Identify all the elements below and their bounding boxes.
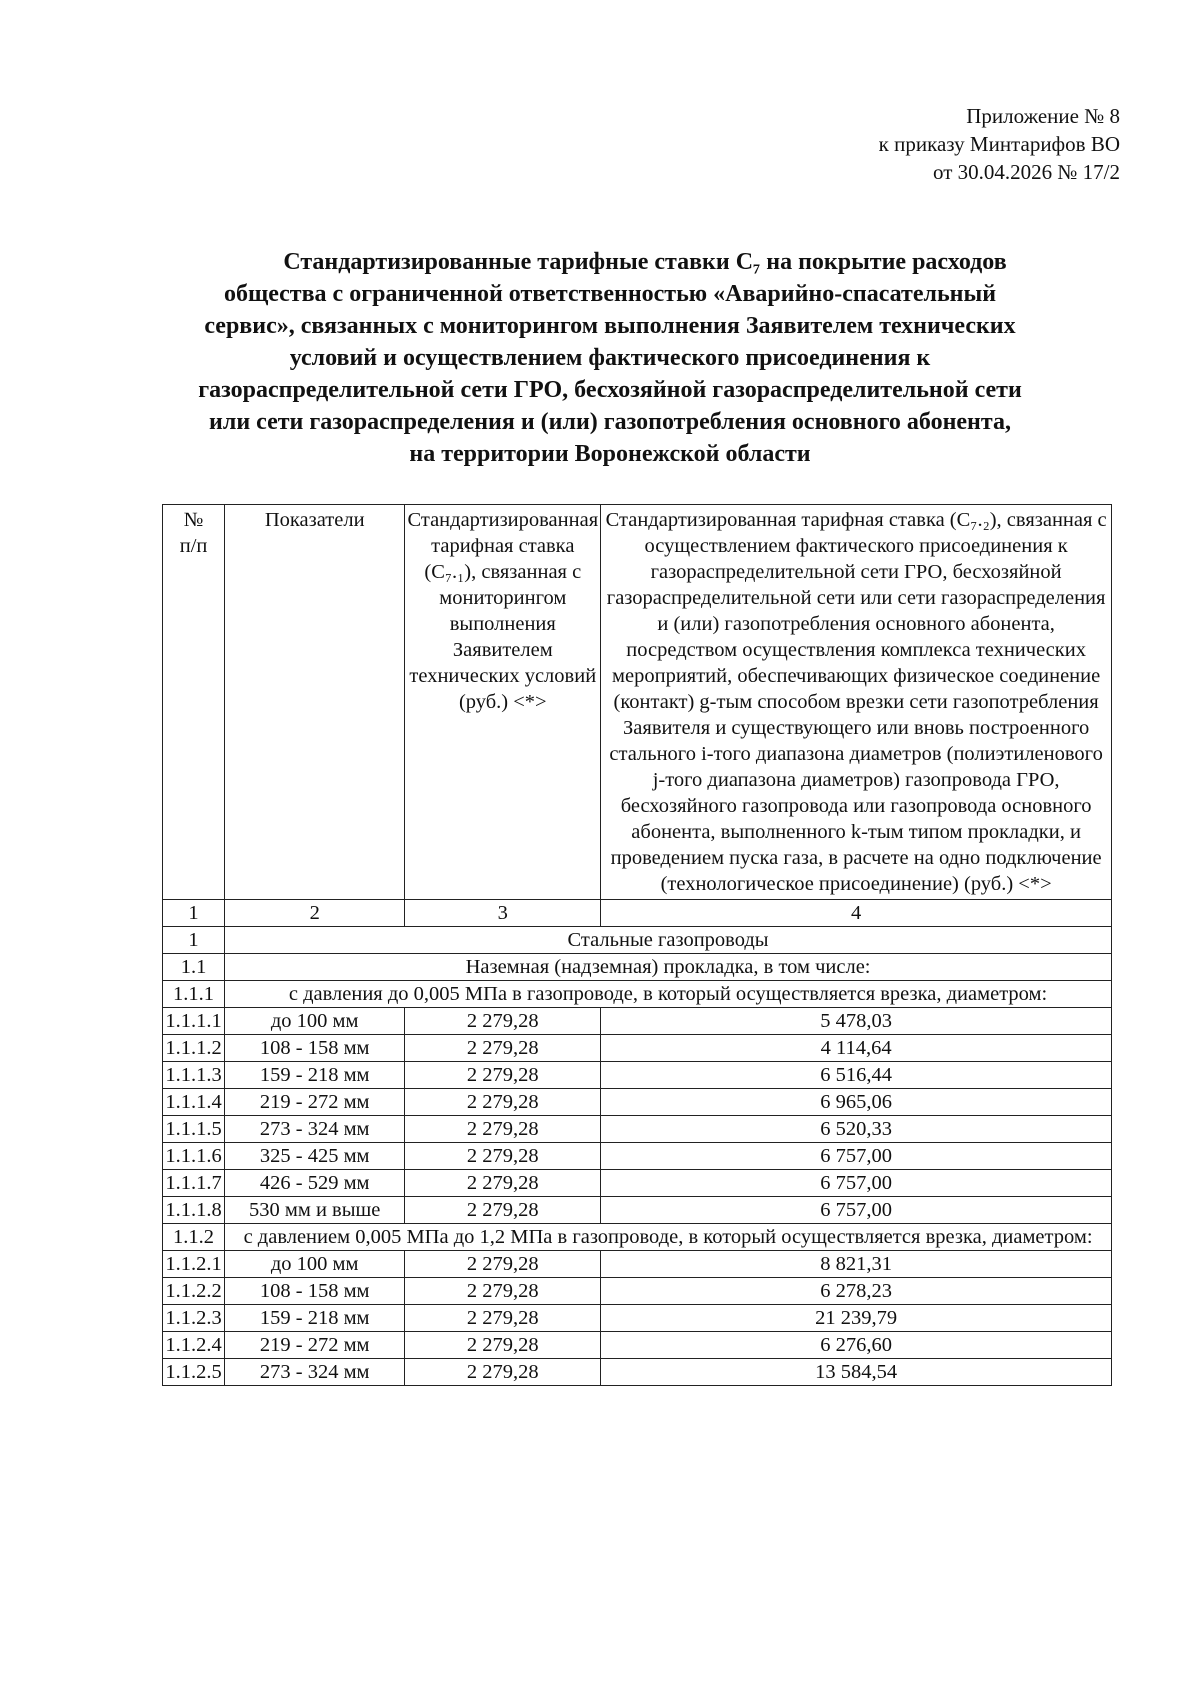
row-diameter: 219 - 272 мм	[225, 1332, 405, 1359]
group-label: с давления до 0,005 МПа в газопроводе, в который осуществляется врезка, диаметром:	[225, 981, 1112, 1008]
appendix-header	[879, 102, 1120, 186]
document-title	[150, 246, 1070, 470]
row-diameter: 426 - 529 мм	[225, 1170, 405, 1197]
row-code: 1.1.2.4	[163, 1332, 225, 1359]
group-row	[163, 1224, 1112, 1251]
row-code: 1.1.2.1	[163, 1251, 225, 1278]
row-rate-c72: 6 278,23	[601, 1278, 1112, 1305]
row-rate-c71: 2 279,28	[405, 1332, 601, 1359]
row-code: 1.1.1.4	[163, 1089, 225, 1116]
table-row	[163, 1359, 1112, 1386]
header-rate-c72: Стандартизированная тарифная ставка (С₇.₂), связанная с осуществлением фактического присоединения к газораспределительной сети ГРО, бесхозяйной газораспределительной сети или сети газораспределения и (или) газопотребления основного абонента, посредством осуществления комплекса технических мероприятий, обеспечивающих физическое соединение (контакт) g-тым способом врезки сети газопотребления Заявителя и существующего или вновь построенного стального i-того диапазона диаметров (полиэтиленового j-того диапазона диаметров) газопровода ГРО, бесхозяйного газопровода или газопровода основного абонента, выполненного k-тым типом прокладки, и проведением пуска газа, в расчете на одно подключение (технологическое присоединение) (руб.) <*>	[601, 505, 1112, 900]
table-row	[163, 1035, 1112, 1062]
row-rate-c71: 2 279,28	[405, 1035, 601, 1062]
row-rate-c72: 13 584,54	[601, 1359, 1112, 1386]
title-line: общества с ограниченной ответственностью «Аварийно-спасательный	[223, 281, 997, 307]
section-label: Стальные газопроводы	[225, 927, 1112, 954]
row-rate-c71: 2 279,28	[405, 1278, 601, 1305]
row-code: 1.1.1.5	[163, 1116, 225, 1143]
column-number: 2	[225, 900, 405, 927]
row-code: 1.1.1.7	[163, 1170, 225, 1197]
section-row	[163, 927, 1112, 954]
title-line: газораспределительной сети ГРО, бесхозяйной газораспределительной сети	[198, 377, 1022, 403]
row-rate-c71: 2 279,28	[405, 1197, 601, 1224]
row-diameter: 325 - 425 мм	[225, 1143, 405, 1170]
row-diameter: до 100 мм	[225, 1008, 405, 1035]
group-code: 1.1.2	[163, 1224, 225, 1251]
header-rate-c71: Стандартизированная тарифная ставка (С₇.₁), связанная с мониторингом выполнения Заявителем технических условий (руб.) <*>	[405, 505, 601, 900]
row-diameter: 159 - 218 мм	[225, 1062, 405, 1089]
table-header-row	[163, 505, 1112, 900]
row-rate-c71: 2 279,28	[405, 1143, 601, 1170]
row-rate-c72: 6 520,33	[601, 1116, 1112, 1143]
row-rate-c71: 2 279,28	[405, 1359, 601, 1386]
title-line: условий и осуществлением фактического присоединения к	[289, 345, 931, 371]
table-row	[163, 1251, 1112, 1278]
row-code: 1.1.2.3	[163, 1305, 225, 1332]
row-diameter: 108 - 158 мм	[225, 1278, 405, 1305]
section-label: Наземная (надземная) прокладка, в том числе:	[225, 954, 1112, 981]
row-code: 1.1.1.6	[163, 1143, 225, 1170]
row-rate-c72: 6 965,06	[601, 1089, 1112, 1116]
section-row	[163, 954, 1112, 981]
row-diameter: 530 мм и выше	[225, 1197, 405, 1224]
row-code: 1.1.1.8	[163, 1197, 225, 1224]
row-rate-c72: 6 757,00	[601, 1170, 1112, 1197]
title-line: Стандартизированные тарифные ставки С₇ на покрытие расходов	[283, 249, 1007, 275]
group-code: 1.1.1	[163, 981, 225, 1008]
title-line: сервис», связанных с мониторингом выполнения Заявителем технических	[204, 313, 1016, 339]
row-code: 1.1.2.2	[163, 1278, 225, 1305]
row-rate-c71: 2 279,28	[405, 1008, 601, 1035]
column-number-row	[163, 900, 1112, 927]
header-indicators: Показатели	[225, 505, 405, 900]
table-row	[163, 1008, 1112, 1035]
section-code: 1	[163, 927, 225, 954]
table-row	[163, 1116, 1112, 1143]
row-diameter: 108 - 158 мм	[225, 1035, 405, 1062]
tariff-table	[162, 504, 1112, 1386]
table-row	[163, 1305, 1112, 1332]
row-rate-c71: 2 279,28	[405, 1305, 601, 1332]
table-row	[163, 1062, 1112, 1089]
row-rate-c72: 6 276,60	[601, 1332, 1112, 1359]
table-row	[163, 1278, 1112, 1305]
column-number: 3	[405, 900, 601, 927]
row-diameter: до 100 мм	[225, 1251, 405, 1278]
table-row	[163, 1170, 1112, 1197]
row-rate-c72: 6 516,44	[601, 1062, 1112, 1089]
group-row	[163, 981, 1112, 1008]
header-number: № п/п	[163, 505, 225, 900]
title-line: или сети газораспределения и (или) газопотребления основного абонента,	[209, 409, 1011, 435]
row-code: 1.1.1.2	[163, 1035, 225, 1062]
order-date: от 30.04.2026 № 17/2	[932, 160, 1120, 184]
row-diameter: 159 - 218 мм	[225, 1305, 405, 1332]
row-diameter: 273 - 324 мм	[225, 1116, 405, 1143]
row-rate-c71: 2 279,28	[405, 1116, 601, 1143]
row-rate-c72: 8 821,31	[601, 1251, 1112, 1278]
row-rate-c72: 6 757,00	[601, 1143, 1112, 1170]
title-line: на территории Воронежской области	[409, 441, 811, 467]
row-diameter: 219 - 272 мм	[225, 1089, 405, 1116]
row-rate-c71: 2 279,28	[405, 1062, 601, 1089]
table-row	[163, 1143, 1112, 1170]
row-rate-c72: 4 114,64	[601, 1035, 1112, 1062]
column-number: 4	[601, 900, 1112, 927]
order-reference: к приказу Минтарифов ВО	[878, 132, 1120, 156]
row-code: 1.1.1.3	[163, 1062, 225, 1089]
row-code: 1.1.2.5	[163, 1359, 225, 1386]
row-rate-c71: 2 279,28	[405, 1251, 601, 1278]
group-label: с давлением 0,005 МПа до 1,2 МПа в газопроводе, в который осуществляется врезка, диаметром:	[225, 1224, 1112, 1251]
column-number: 1	[163, 900, 225, 927]
table-row	[163, 1089, 1112, 1116]
row-rate-c72: 6 757,00	[601, 1197, 1112, 1224]
section-code: 1.1	[163, 954, 225, 981]
row-diameter: 273 - 324 мм	[225, 1359, 405, 1386]
row-code: 1.1.1.1	[163, 1008, 225, 1035]
row-rate-c71: 2 279,28	[405, 1089, 601, 1116]
row-rate-c72: 21 239,79	[601, 1305, 1112, 1332]
appendix-number: Приложение № 8	[966, 104, 1120, 128]
row-rate-c72: 5 478,03	[601, 1008, 1112, 1035]
row-rate-c71: 2 279,28	[405, 1170, 601, 1197]
table-row	[163, 1197, 1112, 1224]
table-row	[163, 1332, 1112, 1359]
